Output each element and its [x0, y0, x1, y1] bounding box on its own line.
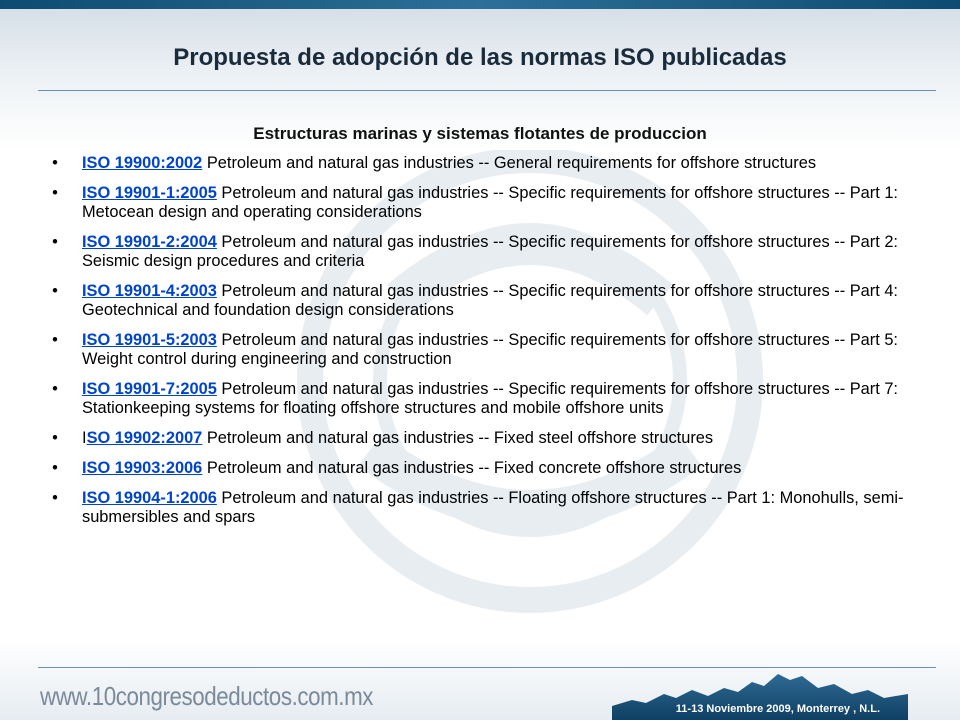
- title-divider: [38, 90, 936, 91]
- bullet-icon: •: [52, 489, 58, 507]
- bullet-icon: •: [52, 331, 58, 349]
- iso-standard-description: Petroleum and natural gas industries -- Fixed concrete offshore structures: [202, 459, 742, 477]
- bullet-icon: •: [52, 380, 58, 398]
- iso-standard-description: Petroleum and natural gas industries -- Floating offshore structures -- Part 1: Monohulls, semi-submersibles and spars: [82, 489, 904, 526]
- list-item: [48, 184, 918, 222]
- top-band: [0, 0, 960, 9]
- footer-divider: [38, 667, 936, 668]
- iso-standard-link[interactable]: ISO 19903:2006: [82, 459, 203, 477]
- section-subtitle: Estructuras marinas y sistemas flotantes de produccion: [253, 124, 707, 143]
- footer-website-url: www.10congresodeductos.com.mx: [40, 681, 374, 711]
- iso-standard-link[interactable]: ISO 19901-2:2004: [82, 233, 217, 251]
- list-item: [48, 380, 918, 418]
- iso-standard-link[interactable]: ISO 19904-1:2006: [82, 489, 217, 507]
- bullet-icon: •: [52, 184, 58, 202]
- item-prefix: I: [82, 429, 87, 447]
- iso-standards-list: [48, 154, 918, 538]
- page-title: Propuesta de adopción de las normas ISO publicadas: [173, 44, 787, 71]
- list-item: [48, 282, 918, 320]
- iso-standard-link[interactable]: ISO 19900:2002: [82, 154, 203, 172]
- bullet-icon: •: [52, 459, 58, 477]
- list-item: [48, 429, 918, 448]
- bullet-icon: •: [52, 282, 58, 300]
- footer-event-date: 11-13 Noviembre 2009, Monterrey , N.L.: [675, 703, 880, 715]
- iso-standard-description: Petroleum and natural gas industries -- Specific requirements for offshore structures -- Part 7: Stationkeeping systems for floating offshore structures and mobile offshore units: [82, 380, 898, 417]
- list-item: [48, 154, 918, 173]
- iso-standard-link[interactable]: SO 19902:2007: [86, 429, 203, 447]
- iso-standard-description: Petroleum and natural gas industries -- Fixed steel offshore structures: [202, 429, 714, 447]
- iso-standard-description: Petroleum and natural gas industries -- Specific requirements for offshore structures -- Part 4: Geotechnical and foundation design considerations: [82, 282, 898, 319]
- iso-standard-link[interactable]: ISO 19901-4:2003: [82, 282, 217, 300]
- bullet-icon: •: [52, 154, 58, 172]
- iso-standard-link[interactable]: ISO 19901-5:2003: [82, 331, 217, 349]
- iso-standard-link[interactable]: ISO 19901-7:2005: [82, 380, 217, 398]
- list-item: [48, 489, 918, 527]
- iso-standard-link[interactable]: ISO 19901-1:2005: [82, 184, 217, 202]
- iso-standard-description: Petroleum and natural gas industries -- Specific requirements for offshore structures -- Part 5: Weight control during engineering and construction: [82, 331, 898, 368]
- iso-standard-description: Petroleum and natural gas industries -- General requirements for offshore structures: [202, 154, 817, 172]
- list-item: [48, 233, 918, 271]
- list-item: [48, 331, 918, 369]
- iso-standard-description: Petroleum and natural gas industries -- Specific requirements for offshore structures -- Part 2: Seismic design procedures and criteria: [82, 233, 898, 270]
- list-item: [48, 459, 918, 478]
- bullet-icon: •: [52, 233, 58, 251]
- iso-standard-description: Petroleum and natural gas industries -- Specific requirements for offshore structures -- Part 1: Metocean design and operating considerations: [82, 184, 898, 221]
- bullet-icon: •: [52, 429, 58, 447]
